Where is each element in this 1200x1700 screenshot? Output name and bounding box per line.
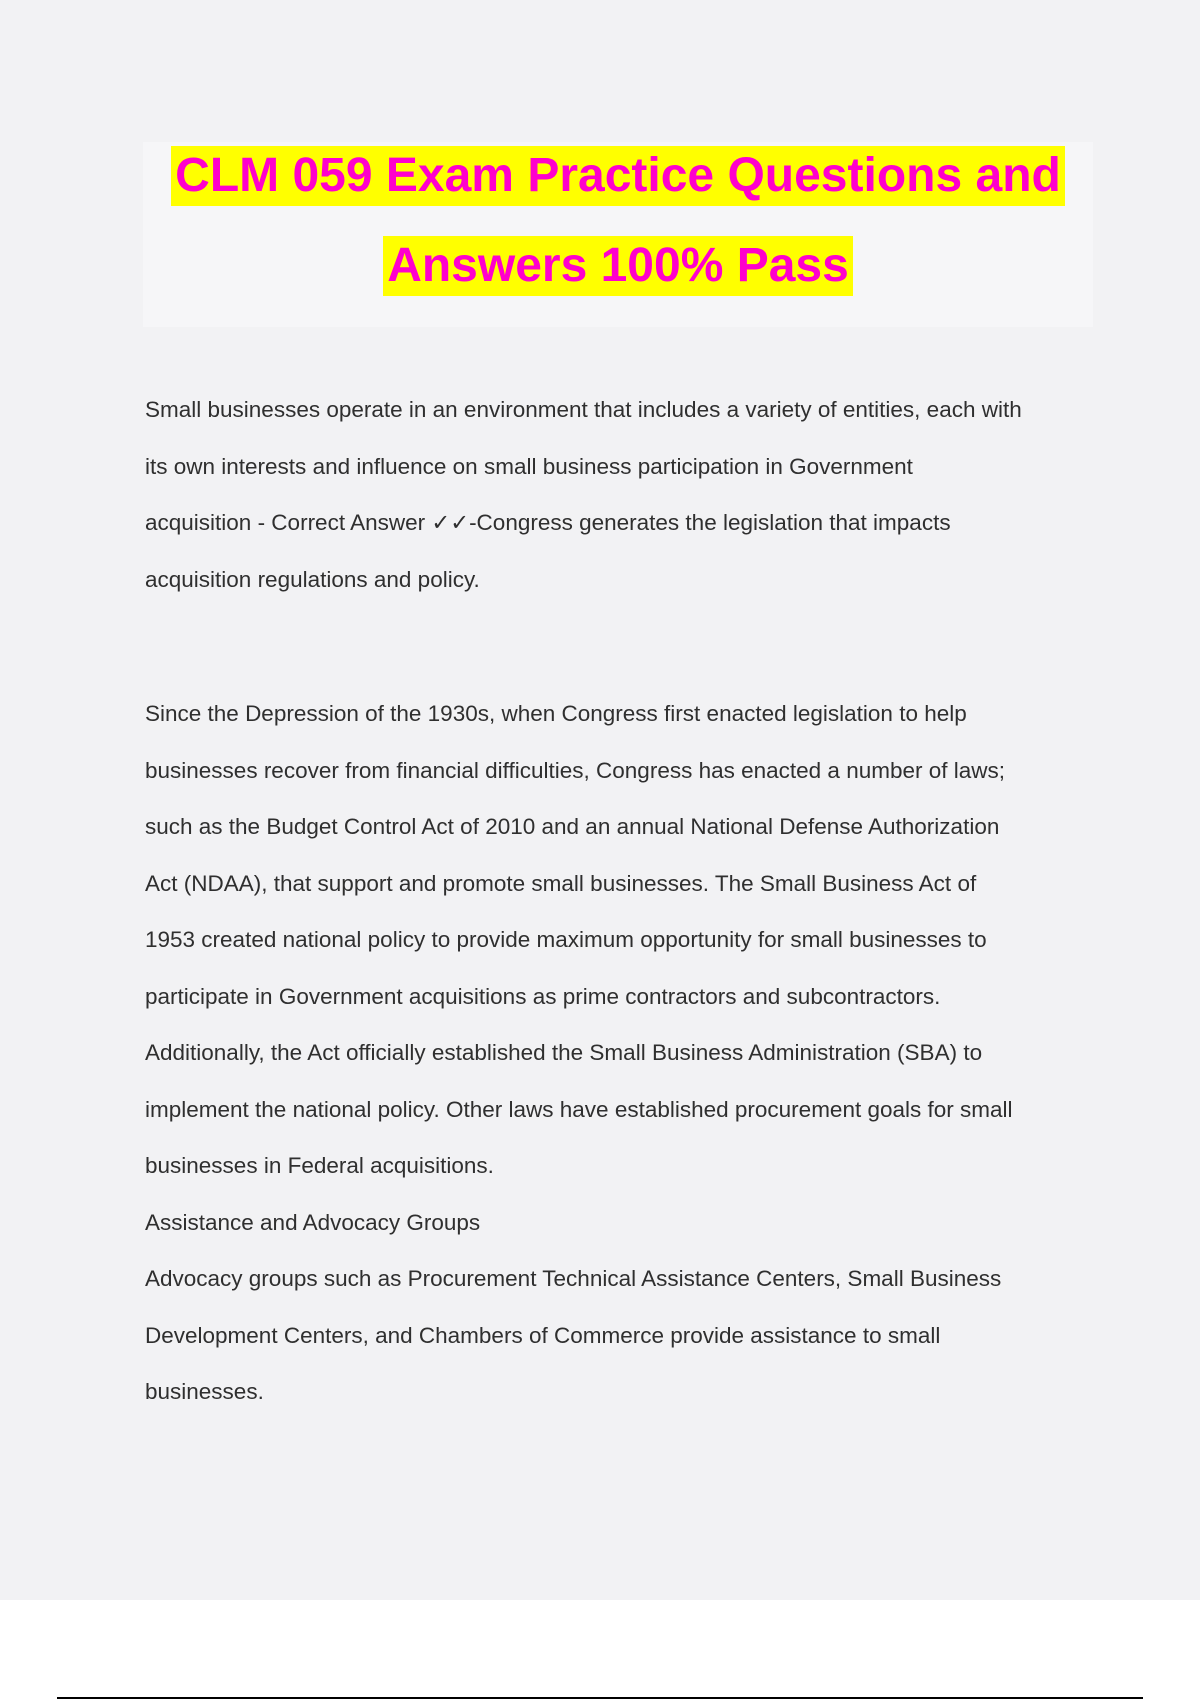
title-block — [143, 142, 1093, 327]
paragraph-explanation — [145, 686, 1090, 1421]
text-line: Development Centers, and Chambers of Commerce provide assistance to small — [145, 1322, 941, 1348]
paragraph-question — [145, 382, 1090, 608]
text-line: Advocacy groups such as Procurement Technical Assistance Centers, Small Business — [145, 1266, 1002, 1291]
document-title-line-2: Answers 100% Pass — [383, 236, 853, 296]
text-line: its own interests and influence on small business participation in Government — [145, 453, 913, 479]
text-line: businesses. — [145, 1379, 264, 1404]
text-line: Since the Depression of the 1930s, when Congress first enacted legislation to help — [145, 701, 967, 726]
text-line: participate in Government acquisitions as prime contractors and subcontractors. — [145, 983, 941, 1009]
section-heading: Assistance and Advocacy Groups — [145, 1209, 481, 1235]
text-line: 1953 created national policy to provide maximum opportunity for small businesses to — [145, 927, 987, 952]
text-line: Additionally, the Act officially established the Small Business Administration (SBA) to — [145, 1040, 983, 1065]
text-line: Small businesses operate in an environment that includes a variety of entities, each with — [145, 397, 1022, 422]
text-line: acquisition - Correct Answer ✓✓-Congress generates the legislation that impacts — [145, 510, 951, 535]
text-line: implement the national policy. Other laws have established procurement goals for small — [145, 1096, 1013, 1122]
text-line: businesses in Federal acquisitions. — [145, 1153, 494, 1178]
text-line: such as the Budget Control Act of 2010 and an annual National Defense Authorization — [145, 814, 1000, 839]
text-line: acquisition regulations and policy. — [145, 566, 480, 592]
text-line: Act (NDAA), that support and promote small businesses. The Small Business Act of — [145, 870, 977, 896]
footer-divider — [57, 1697, 1143, 1699]
document-title-line-1: CLM 059 Exam Practice Questions and — [171, 146, 1065, 206]
text-line: businesses recover from financial difficulties, Congress has enacted a number of laws; — [145, 757, 1006, 783]
